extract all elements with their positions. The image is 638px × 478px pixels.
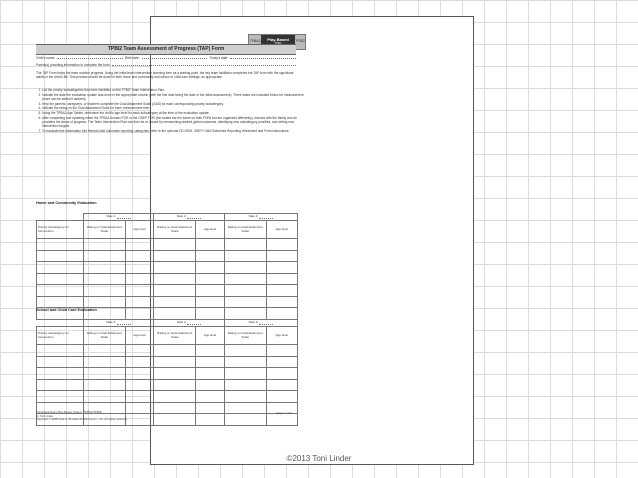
blank-cell [266, 368, 297, 380]
blank-cell [83, 250, 125, 262]
blank-cell [196, 308, 225, 320]
priority-subcategory-header: Priority subcategory for intervention [37, 327, 84, 345]
instruction-step: 5. Using the TPBA2 Age Tables, determine the child's age level for each subcategory at the time of the evaluation update. [42, 111, 304, 115]
blank-cell [37, 391, 84, 403]
date-line [259, 215, 273, 219]
table-row [37, 368, 298, 380]
table-row [37, 296, 298, 308]
date-header [154, 320, 224, 327]
blank-cell [266, 308, 297, 320]
blank-cell [266, 391, 297, 403]
date-header [224, 320, 297, 327]
blank-cell [125, 239, 154, 251]
table-row [37, 285, 298, 297]
birth-date-line [142, 56, 208, 59]
blank-cell [266, 239, 297, 251]
rating-header: Rating on Goal Attainment Scale [154, 221, 196, 239]
date-label: Date 2: [176, 320, 187, 325]
blank-cell [196, 379, 225, 391]
instruction-step: 6. After completing and updating either the TPBA2 domain FOR or the OSEP FOR (the scales are the same on both FORs but are organized differently), discuss with the family and all providers the areas of progress. The Team Intervention Plan can then be re-issued by reexamining desired global outcomes, identifying new subcategory priorities, and writing new intervention targets. [42, 116, 304, 129]
blank-cell [37, 262, 84, 274]
blank-cell [224, 285, 266, 297]
date-label: Date 3: [248, 214, 259, 219]
slide-copyright: ©2013 Toni Linder [286, 454, 352, 463]
blank-cell [196, 356, 225, 368]
blank-cell [154, 250, 196, 262]
blank-cell [196, 262, 225, 274]
birth-date-label: Birth date: [125, 56, 140, 60]
rating-header: Rating on Goal Attainment Scale [83, 221, 125, 239]
form-footer [36, 411, 298, 422]
age-level-header: Age level [125, 327, 154, 345]
blank-cell [37, 250, 84, 262]
blank-cell [224, 356, 266, 368]
blank-cell [125, 262, 154, 274]
rating-header: Rating on Goal Attainment Scale [224, 327, 266, 345]
blank-cell [83, 345, 125, 357]
table-row [37, 345, 298, 357]
blank-corner-cell [37, 214, 84, 221]
blank-cell [224, 391, 266, 403]
blank-cell [83, 356, 125, 368]
blank-cell [125, 296, 154, 308]
blank-cell [196, 239, 225, 251]
age-level-header: Age level [266, 221, 297, 239]
logo-main-text: Play-Based [267, 37, 289, 43]
blank-corner-cell [37, 320, 84, 327]
form-title: TPBI2 Team Assessment of Progress (TAP) Form [36, 44, 296, 55]
blank-cell [83, 273, 125, 285]
table-row [37, 379, 298, 391]
blank-cell [196, 391, 225, 403]
table-row [37, 250, 298, 262]
date-label: Date 2: [176, 214, 187, 219]
school-childcare-heading: School and Child Care Evaluation [36, 308, 97, 312]
age-level-header: Age level [266, 327, 297, 345]
date-line [187, 215, 201, 219]
blank-cell [266, 379, 297, 391]
todays-date-label: Today's date: [209, 56, 229, 60]
blank-cell [266, 250, 297, 262]
blank-cell [224, 296, 266, 308]
table-row [37, 262, 298, 274]
blank-cell [196, 296, 225, 308]
blank-cell [125, 308, 154, 320]
blank-cell [224, 273, 266, 285]
blank-cell [266, 262, 297, 274]
blank-cell [154, 308, 196, 320]
date-label: Date 1: [106, 214, 117, 219]
table-row [37, 391, 298, 403]
priority-subcategory-header: Priority subcategory for intervention [37, 221, 84, 239]
blank-cell [125, 285, 154, 297]
blank-cell [196, 285, 225, 297]
blank-cell [266, 345, 297, 357]
blank-cell [154, 391, 196, 403]
blank-cell [83, 296, 125, 308]
date-line [187, 321, 201, 325]
date-line [117, 215, 131, 219]
blank-cell [154, 273, 196, 285]
rating-header: Rating on Goal Attainment Scale [154, 327, 196, 345]
blank-cell [196, 250, 225, 262]
blank-cell [37, 273, 84, 285]
rating-header: Rating on Goal Attainment Scale [224, 221, 266, 239]
blank-cell [37, 368, 84, 380]
blank-cell [37, 296, 84, 308]
instruction-step: 3. Help the parents, caregivers, or teachers complete the Goal Attainment Scale (GAS) for each corresponding priority subcategory. [42, 102, 304, 106]
blank-cell [224, 250, 266, 262]
table-row [37, 356, 298, 368]
blank-cell [266, 273, 297, 285]
page-number: (page 1 of 1) [276, 411, 292, 415]
blank-cell [154, 285, 196, 297]
blank-cell [266, 285, 297, 297]
home-community-table [36, 213, 298, 320]
blank-cell [83, 262, 125, 274]
blank-cell [83, 239, 125, 251]
blank-cell [83, 391, 125, 403]
blank-cell [125, 250, 154, 262]
date-header [154, 214, 224, 221]
blank-cell [154, 262, 196, 274]
instruction-steps [36, 88, 304, 134]
parents-line [112, 63, 296, 66]
childs-name-label: Child's name: [36, 56, 56, 60]
childs-name-line [57, 56, 123, 59]
blank-cell [154, 356, 196, 368]
age-level-header: Age level [125, 221, 154, 239]
blank-cell [154, 379, 196, 391]
blank-cell [154, 296, 196, 308]
blank-cell [37, 285, 84, 297]
instruction-step: 7. To translate this information into federal child outcomes reporting categories, refer to the optional CD-ROM, OSEP Child Outcomes Reporting Worksheet and Form instructions. [42, 129, 304, 133]
intro-paragraph: The TAP Form helps the team monitor progress. Using the initial team intervention planning form as a starting point, the key team facilitator completes the TAP form with the significant adults in the child's life. This process should be done for both home and community and school or child care settings, as appropriate. [36, 71, 294, 80]
blank-cell [224, 262, 266, 274]
date-label: Date 3: [248, 320, 259, 325]
blank-cell [224, 345, 266, 357]
blank-cell [196, 273, 225, 285]
blank-cell [125, 368, 154, 380]
blank-cell [37, 379, 84, 391]
age-level-header: Age level [196, 327, 225, 345]
blank-cell [196, 368, 225, 380]
date-label: Date 1: [106, 320, 117, 325]
instruction-step: 4. Indicate the rating on the Goal Attainment Scale for each measurement time. [42, 106, 304, 110]
instruction-step: 1. List the priority subcategories that were identified on the TPBI2 Team Intervention Plan. [42, 88, 304, 92]
blank-cell [224, 308, 266, 320]
blank-cell [37, 345, 84, 357]
blank-cell [196, 345, 225, 357]
parents-label: Parent(s) providing information to complete the form: [36, 63, 111, 67]
parents-row [36, 63, 298, 67]
date-header [83, 320, 153, 327]
date-header [224, 214, 297, 221]
blank-cell [83, 379, 125, 391]
blank-cell [83, 285, 125, 297]
blank-cell [224, 239, 266, 251]
blank-cell [224, 368, 266, 380]
logo-left: TPBA2 [249, 35, 261, 49]
table-row [37, 273, 298, 285]
rating-header: Rating on Goal Attainment Scale [83, 327, 125, 345]
blank-cell [83, 368, 125, 380]
child-info-row [36, 56, 298, 60]
home-community-heading: Home and Community Evaluation [36, 201, 97, 205]
blank-cell [154, 345, 196, 357]
date-line [259, 321, 273, 325]
blank-cell [37, 356, 84, 368]
blank-cell [125, 356, 154, 368]
date-line [117, 321, 131, 325]
age-level-header: Age level [196, 221, 225, 239]
todays-date-line [230, 56, 296, 59]
blank-cell [125, 273, 154, 285]
footer-line-3: Copyright © 2008 Paul H. Brookes Publishing Co., Inc. All rights reserved. [36, 417, 128, 422]
blank-cell [266, 296, 297, 308]
instruction-step: 2. Indicate the date the evaluation update was done in the appropriate column (with the first date being the date of the initial assessment). Three dates are indicated below for measurement (more can be added if desired). [42, 93, 304, 101]
blank-cell [37, 239, 84, 251]
blank-cell [125, 345, 154, 357]
date-header [83, 214, 153, 221]
blank-cell [266, 356, 297, 368]
blank-cell [125, 391, 154, 403]
footer-line-2: by Toni Linder [36, 413, 54, 418]
table-row [37, 239, 298, 251]
blank-cell [125, 379, 154, 391]
blank-cell [224, 379, 266, 391]
blank-cell [154, 368, 196, 380]
blank-cell [154, 239, 196, 251]
logo-right: TPBI2 [295, 35, 305, 49]
footer-line-1: Transdisciplinary Play-Based System (TPBS2/TPBI2) [36, 410, 103, 414]
